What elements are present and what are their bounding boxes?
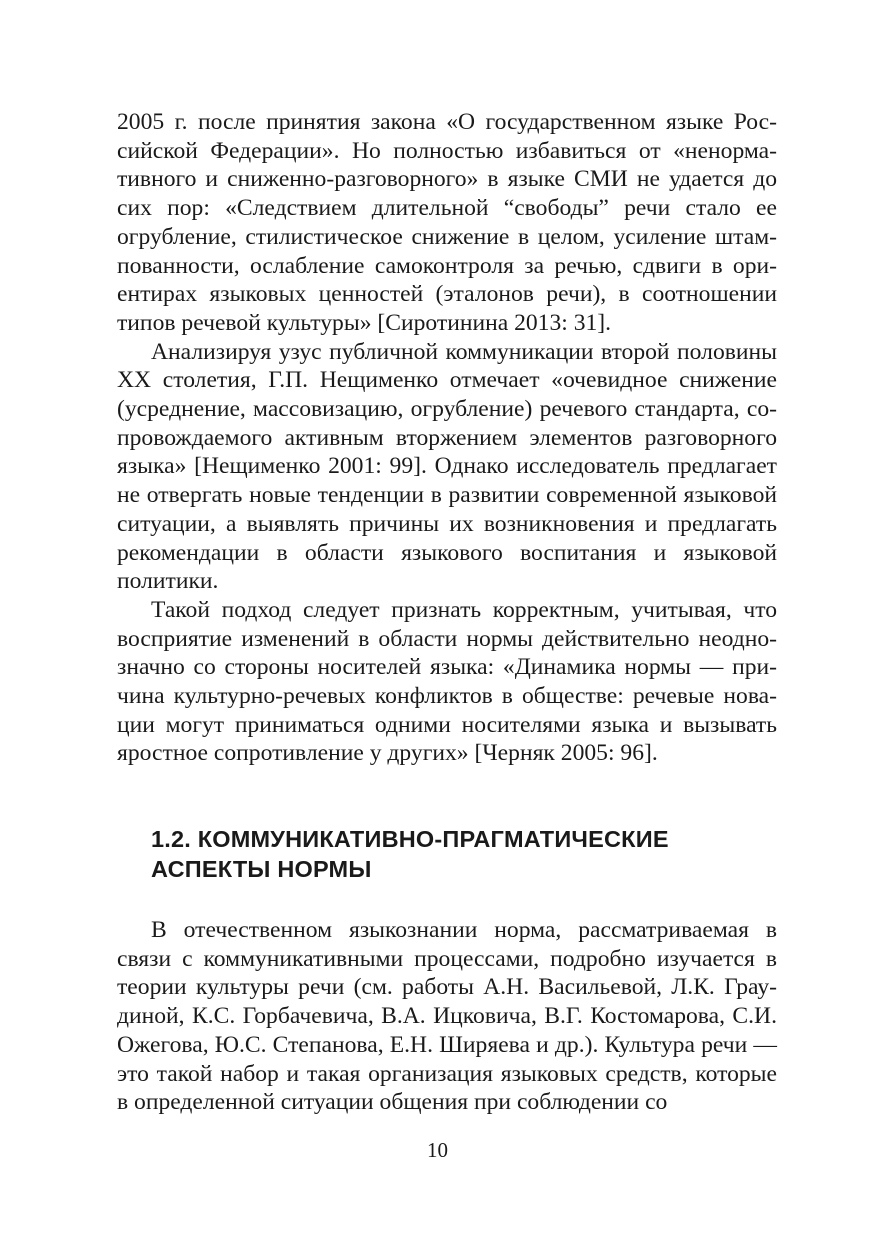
- section-paragraph: В отечественном языкознании норма, рассматриваемая в связи с коммуникативными процессами, подробно изучается в теории культуры речи (см. работы А.Н. Васильевой, Л.К. Граудиной, К.С. Горбачевича, В.А. Ицковича, В.Г. Костомарова, С.И. Ожегова, Ю.С. Степанова, Е.Н. Ширяева и др.). Культура речи — это такой набор и такая организация языковых средств, которые в определенной ситуации общения при соблюдении со: [117, 917, 777, 1116]
- paragraph-1: 2005 г. после принятия закона «О государственном языке Российской Федерации». Но полностью избавиться от «ненормативного и сниженно-разговорного» в языке СМИ не удается до сих пор: «Следствием длительной “свободы” речи стало ее огрубление, стилистическое снижение в целом, усиление штампованности, ослабление самоконтроля за речью, сдвиги в ориентирах языковых ценностей (эталонов речи), в соотношении типов речевой культуры» [Сиротинина 2013: 31].: [117, 109, 777, 336]
- paragraph-3: Такой подход следует признать корректным, учитывая, что восприятие изменений в области нормы действительно неоднозначно со стороны носителей языка: «Динамика нормы — причина культурно-речевых конфликтов в обществе: речевые новации могут приниматься одними носителями языка и вызывать яростное сопротивление у других» [Черняк 2005: 96].: [117, 596, 777, 767]
- document-page: [117, 108, 777, 1116]
- paragraph-2: Анализируя узус публичной коммуникации второй половины XX столетия, Г.П. Нещименко отмечает «очевидное снижение (усреднение, массовизацию, огрубление) речевого стандарта, сопровождаемого активным вторжением элементов разговорного языка» [Нещименко 2001: 99]. Однако исследователь предлагает не отвергать новые тенденции в развитии современной языковой ситуации, а выявлять причины их возникновения и предлагать рекомендации в области языкового воспитания и языковой политики.: [117, 338, 777, 595]
- section-heading-line-1: 1.2. КОММУНИКАТИВНО-ПРАГМАТИЧЕСКИЕ: [151, 826, 669, 852]
- page-number: 10: [427, 1138, 448, 1162]
- section-body: [117, 916, 777, 1117]
- section-heading: [151, 824, 771, 884]
- section-heading-line-2: АСПЕКТЫ НОРМЫ: [151, 856, 372, 882]
